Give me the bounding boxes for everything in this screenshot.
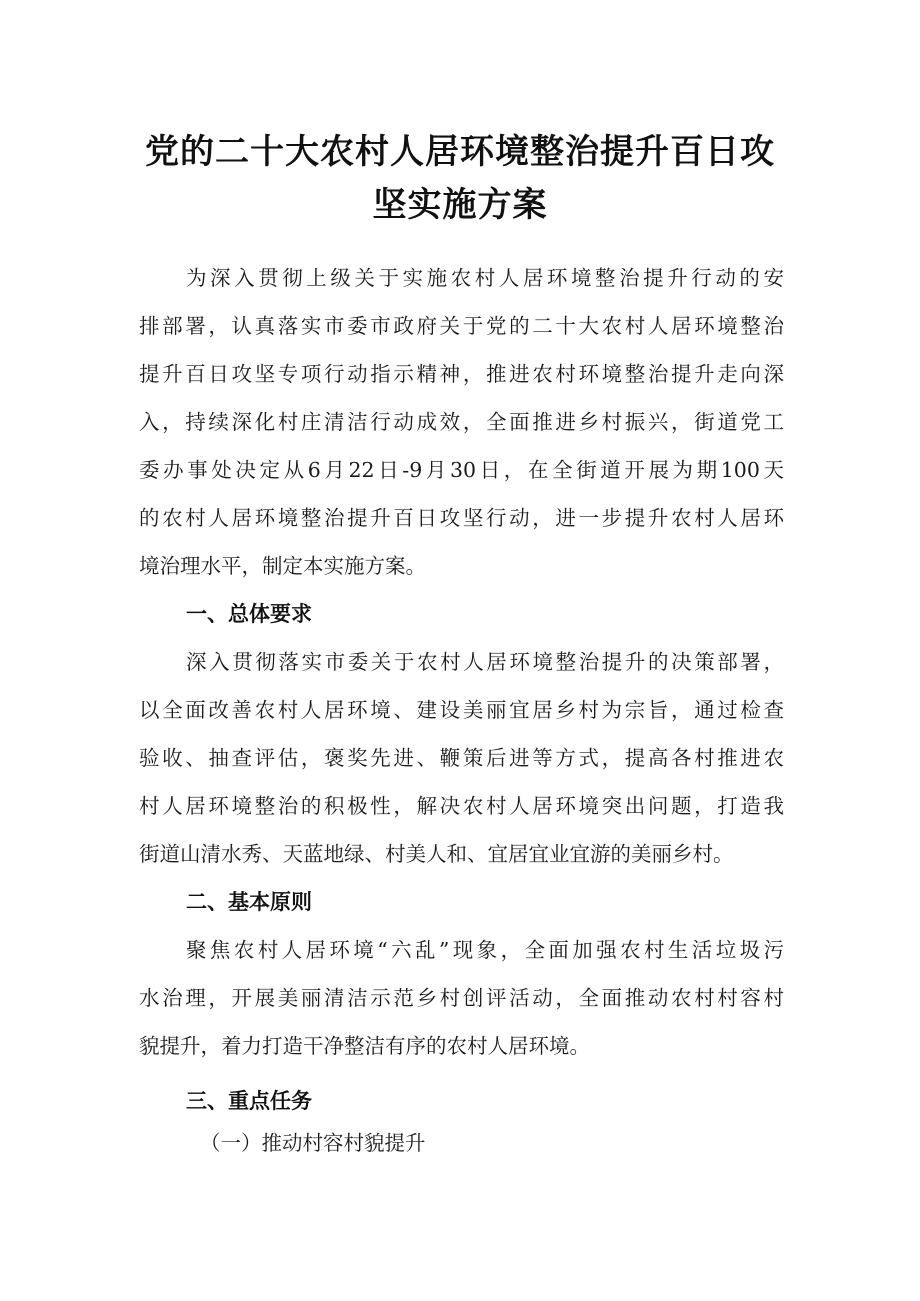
intro-line: 排部署，认真落实市委市政府关于党的二十大农村人居环境整治 [139, 314, 784, 338]
subsection-heading-village-appearance: （一）推动村容村貌提升 [200, 1131, 426, 1155]
section1-line: 村人居环境整治的积极性，解决农村人居环境突出问题，打造我 [139, 794, 784, 818]
section-heading-key-tasks: 三、重点任务 [186, 1089, 312, 1113]
intro-line: 境治理水平，制定本实施方案。 [139, 554, 426, 578]
section-heading-general-requirements: 一、总体要求 [186, 602, 312, 626]
intro-line: 为深入贯彻上级关于实施农村人居环境整治提升行动的安 [186, 266, 784, 290]
intro-line: 委办事处决定从6月22日-9月30日，在全街道开展为期100天 [139, 458, 784, 482]
document-title-line-1: 党的二十大农村人居环境整治提升百日攻 [145, 132, 775, 172]
section2-line: 聚焦农村人居环境“六乱”现象，全面加强农村生活垃圾污 [186, 938, 784, 962]
section1-line: 深入贯彻落实市委关于农村人居环境整治提升的决策部署， [186, 650, 784, 674]
intro-line: 入，持续深化村庄清洁行动成效，全面推进乡村振兴，街道党工 [139, 410, 784, 434]
intro-line: 的农村人居环境整治提升百日攻坚行动，进一步提升农村人居环 [139, 506, 784, 530]
section1-line: 街道山清水秀、天蓝地绿、村美人和、宜居宜业宜游的美丽乡村。 [139, 842, 734, 866]
section1-line: 验收、抽查评估，褒奖先进、鞭策后进等方式，提高各村推进农 [139, 746, 784, 770]
section2-line: 貌提升，着力打造干净整洁有序的农村人居环境。 [139, 1034, 590, 1058]
document-title-line-2: 坚实施方案 [372, 185, 548, 225]
section-heading-basic-principles: 二、基本原则 [186, 890, 312, 914]
section2-line: 水治理，开展美丽清洁示范乡村创评活动，全面推动农村村容村 [139, 986, 784, 1010]
intro-line: 提升百日攻坚专项行动指示精神，推进农村环境整治提升走向深 [139, 362, 784, 386]
section1-line: 以全面改善农村人居环境、建设美丽宜居乡村为宗旨，通过检查 [139, 698, 784, 722]
